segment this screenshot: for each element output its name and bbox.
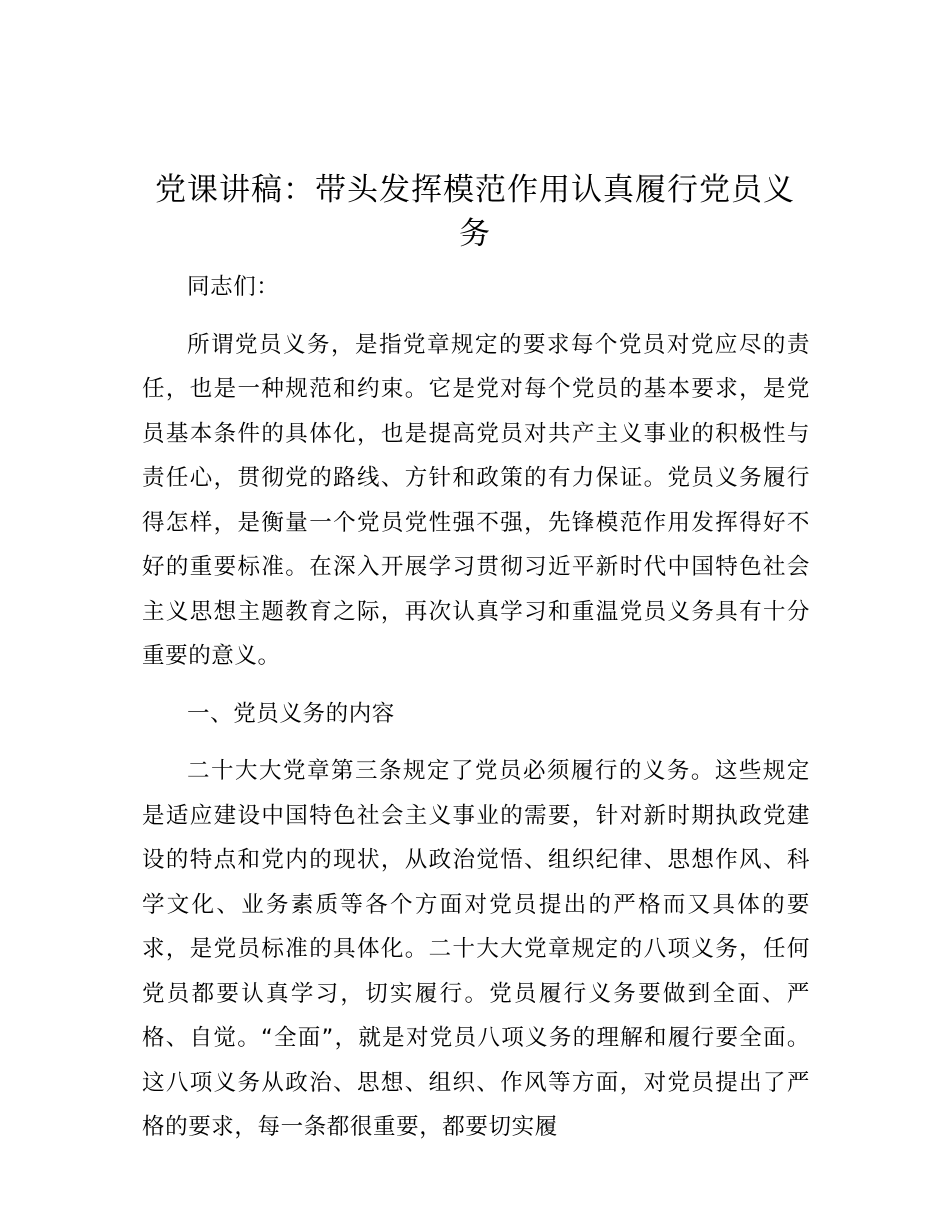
paragraph-intro: 所谓党员义务，是指党章规定的要求每个党员对党应尽的责任，也是一种规范和约束。它是党对每个党员的基本要求，是党员基本条件的具体化，也是提高党员对共产主义事业的积极性与责任心，贯彻党的路线、方针和政策的有力保证。党员义务履行得怎样，是衡量一个党员党性强不强，先锋模范作用发挥得好不好的重要标准。在深入开展学习贯彻习近平新时代中国特色社会主义思想主题教育之际，再次认真学习和重温党员义务具有十分重要的意义。 xyxy=(142,331,810,669)
document-title: 党课讲稿：带头发挥模范作用认真履行党员义务 xyxy=(155,172,795,252)
document-body xyxy=(142,265,810,1163)
paragraph-content: 二十大大党章第三条规定了党员必须履行的义务。这些规定是适应建设中国特色社会主义事业的需要，针对新时期执政党建设的特点和党内的现状，从政治觉悟、组织纪律、思想作风、科学文化、业务素质等各个方面对党员提出的严格而又具体的要求，是党员标准的具体化。二十大大党章规定的八项义务，任何党员都要认真学习，切实履行。党员履行义务要做到全面、严格、自觉。“全面”，就是对党员八项义务的理解和履行要全面。这八项义务从政治、思想、组织、作风等方面，对党员提出了严格的要求，每一条都很重要，都要切实履 xyxy=(142,758,810,1140)
section-heading: 一、党员义务的内容 xyxy=(187,700,395,727)
salutation: 同志们： xyxy=(187,274,280,300)
